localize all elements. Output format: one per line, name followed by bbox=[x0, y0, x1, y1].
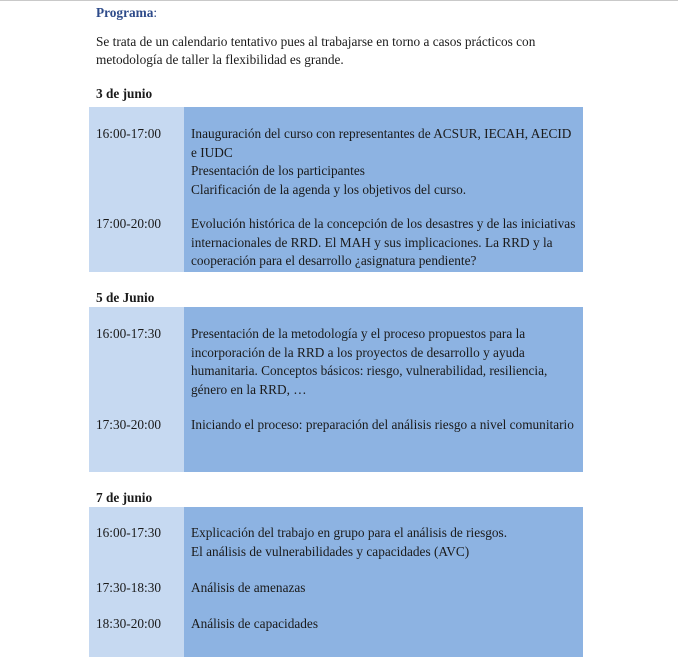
slot-description bbox=[191, 215, 576, 271]
slot-description-line: Explicación del trabajo en grupo para el análisis de riesgos. bbox=[191, 525, 508, 540]
section-heading-label: Programa bbox=[96, 5, 154, 20]
slot-description bbox=[191, 579, 576, 598]
slot-description bbox=[191, 615, 576, 634]
day-label-7-junio: 7 de junio bbox=[96, 490, 153, 505]
day-label-3-junio: 3 de junio bbox=[96, 86, 153, 101]
schedule-table-7-junio bbox=[89, 507, 583, 657]
slot-description-line: Inauguración del curso con representantes de ACSUR, IECAH, AECID e IUDC bbox=[191, 126, 572, 160]
slot-time: 17:30-20:00 bbox=[96, 417, 162, 432]
slot-description-line: Presentación de los participantes bbox=[191, 163, 365, 178]
slot-description-line: Clarificación de la agenda y los objetivos del curso. bbox=[191, 181, 467, 197]
slot-description bbox=[191, 524, 576, 561]
slot-time: 16:00-17:30 bbox=[96, 326, 162, 341]
slot-time: 17:30-18:30 bbox=[96, 580, 162, 595]
slot-description-line: Análisis de capacidades bbox=[191, 616, 319, 631]
schedule-table-5-junio bbox=[89, 307, 583, 472]
day-label-5-junio: 5 de Junio bbox=[96, 290, 155, 305]
slot-description bbox=[191, 125, 576, 199]
slot-description-line: Evolución histórica de la concepción de los desastres y de las iniciativas internacionales de RRD. El MAH y sus implicaciones. La RRD y la cooperación para el desarrollo ¿asignatura pendiente? bbox=[191, 216, 576, 268]
slot-time: 16:00-17:30 bbox=[96, 525, 162, 540]
section-heading bbox=[96, 4, 157, 22]
slot-time: 16:00-17:00 bbox=[96, 126, 162, 141]
slot-description-line: Análisis de amenazas bbox=[191, 580, 306, 595]
schedule-table-3-junio bbox=[89, 107, 583, 272]
slot-description bbox=[191, 325, 576, 399]
slot-description-line: Iniciando el proceso: preparación del análisis riesgo a nivel comunitario bbox=[191, 417, 574, 432]
slot-description bbox=[191, 416, 576, 435]
slot-time: 17:00-20:00 bbox=[96, 216, 162, 231]
top-rule bbox=[0, 0, 678, 1]
section-heading-colon: : bbox=[153, 5, 158, 20]
slot-description-line: El análisis de vulnerabilidades y capacidades (AVC) bbox=[191, 543, 470, 559]
slot-time: 18:30-20:00 bbox=[96, 616, 162, 631]
intro-paragraph: Se trata de un calendario tentativo pues al trabajarse en torno a casos prácticos con metodología de taller la flexibilidad es grande. bbox=[96, 34, 536, 67]
slot-description-line: Presentación de la metodología y el proceso propuestos para la incorporación de la RRD a los proyectos de desarrollo y ayuda humanitaria. Conceptos básicos: riesgo, vulnerabilidad, resiliencia, género en la RRD, … bbox=[191, 326, 548, 397]
